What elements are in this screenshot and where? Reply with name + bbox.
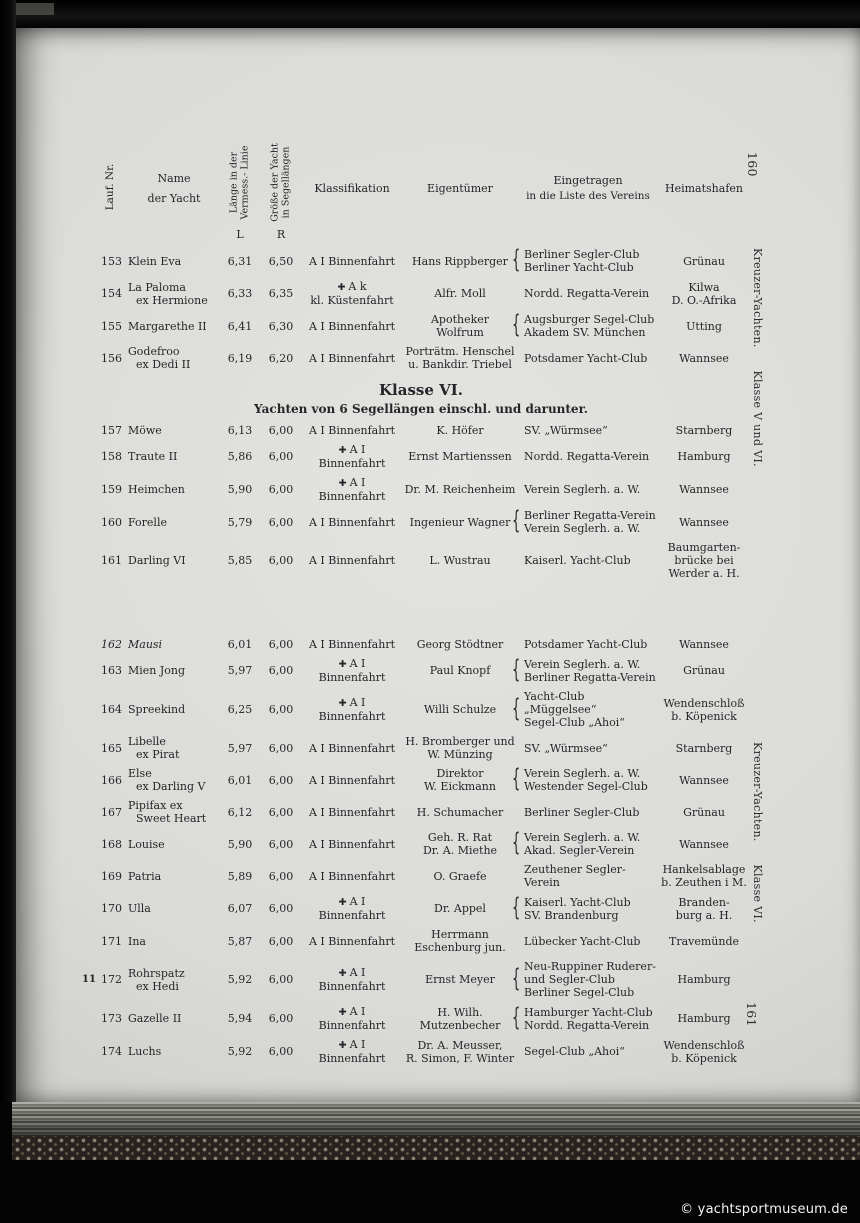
classification: A I Binnenfahrt xyxy=(308,805,396,819)
yacht-row-168 xyxy=(92,828,750,860)
decorative-edge-band xyxy=(12,1136,860,1160)
owner-name: Apotheker Wolfrum xyxy=(430,313,490,339)
length-value: 6,07 xyxy=(227,902,253,915)
registered-clubs: Verein Seglerh. a. W. Westender Segel-Club { xyxy=(512,765,648,795)
row-number: 170 xyxy=(101,902,122,915)
row-number: 168 xyxy=(101,837,122,851)
yacht-name: Patria xyxy=(128,869,162,883)
yacht-row-154 xyxy=(92,277,750,310)
yacht-name: Gazelle II xyxy=(128,1012,182,1025)
home-port: Grünau xyxy=(683,805,725,819)
row-number: 173 xyxy=(101,1012,122,1025)
sail-length-value: 6,00 xyxy=(268,554,294,567)
classification: ✚ A I Binnenfahrt xyxy=(318,966,386,993)
brace-mark: { xyxy=(512,829,521,859)
home-port: Hamburg xyxy=(677,450,731,463)
owner-name: Paul Knopf xyxy=(429,664,491,677)
header-lauf-nr xyxy=(92,148,128,228)
yacht-row-163 xyxy=(92,654,750,687)
yacht-name: Forelle xyxy=(128,515,167,529)
classification: A I Binnenfahrt xyxy=(308,869,396,883)
registered-clubs: Zeuthener Segler-Verein xyxy=(524,863,626,889)
length-value: 6,31 xyxy=(227,254,253,268)
yacht-row-160 xyxy=(92,506,750,538)
row-number: 158 xyxy=(101,450,122,463)
header-lauf-nr-label: Lauf. Nr. xyxy=(104,163,116,211)
owner-name: Ernst Meyer xyxy=(425,973,495,986)
owner-name: H. Wilh. Mutzenbecher xyxy=(419,1005,501,1032)
header-laenge-label: Länge in der Vermess.- Linie xyxy=(228,145,250,220)
header-eingetragen xyxy=(518,148,658,228)
printers-signature-mark: 11 xyxy=(82,974,96,985)
yacht-name: Else ex Darling V xyxy=(128,767,206,793)
classification: ✚ A I Binnenfahrt xyxy=(318,895,386,922)
home-port: Utting xyxy=(686,319,722,333)
yacht-row-167 xyxy=(92,796,750,828)
classification: ✚ A I Binnenfahrt xyxy=(318,443,386,470)
home-port: Kilwa D. O.-Afrika xyxy=(671,280,737,307)
sail-length-value: 6,30 xyxy=(268,319,294,333)
sail-length-value: 6,00 xyxy=(268,805,294,819)
owner-name: Porträtm. Henschel u. Bankdir. Triebel xyxy=(405,345,515,371)
yacht-name: Pipifax ex Sweet Heart xyxy=(128,799,207,825)
length-value: 5,89 xyxy=(227,869,253,883)
rows-klasse-vi-page161 xyxy=(92,635,750,1068)
table-body xyxy=(92,228,750,1068)
page-number-161: 161 xyxy=(744,1002,759,1027)
owner-name: H. Schumacher xyxy=(416,805,504,819)
classification: A I Binnenfahrt xyxy=(308,351,396,365)
brace-mark: { xyxy=(512,1004,521,1033)
classification: A I Binnenfahrt xyxy=(308,254,396,268)
row-number: 160 xyxy=(101,515,122,529)
header-eingetragen-line2: in die Liste des Vereins xyxy=(526,190,650,202)
length-value: 6,13 xyxy=(227,424,253,437)
header-heimatshafen-label: Heimatshafen xyxy=(665,181,743,195)
yacht-name: Ulla xyxy=(128,902,151,915)
length-value: 6,12 xyxy=(227,805,253,819)
home-port: Wendenschloß b. Köpenick xyxy=(663,696,745,723)
sail-length-value: 6,00 xyxy=(268,773,294,787)
registered-clubs: Potsdamer Yacht-Club xyxy=(524,351,648,365)
header-eingetragen-line1: Eingetragen xyxy=(553,174,623,187)
length-value: 5,79 xyxy=(227,515,253,529)
yacht-name: Libelle ex Pirat xyxy=(128,735,180,761)
yacht-name: La Paloma ex Hermione xyxy=(128,280,208,307)
owner-name: O. Graefe xyxy=(433,869,487,883)
length-value: 5,92 xyxy=(227,1045,253,1058)
yacht-row-169 xyxy=(92,860,750,892)
registered-clubs: Berliner Regatta-Verein Verein Seglerh. a. W. { xyxy=(512,507,656,537)
owner-name: Georg Stödtner xyxy=(416,638,504,651)
brace-mark: { xyxy=(512,656,521,685)
classification: A I Binnenfahrt xyxy=(308,741,396,755)
registered-clubs: Augsburger Segel-Club Akadem SV. München { xyxy=(512,311,655,341)
registered-clubs: SV. „Würmsee“ xyxy=(524,741,608,755)
registered-clubs: Kaiserl. Yacht-Club xyxy=(524,554,631,567)
classification: A I Binnenfahrt xyxy=(308,424,396,437)
rows-klasse-v xyxy=(92,245,750,374)
registered-clubs: SV. „Würmsee“ xyxy=(524,424,608,437)
length-value: 6,01 xyxy=(227,638,253,651)
registered-clubs: Yacht-Club „Müggelsee“ Segel-Club „Ahoi“ { xyxy=(512,690,625,729)
cross-icon: ✚ xyxy=(338,659,347,670)
home-port: Wendenschloß b. Köpenick xyxy=(663,1038,745,1065)
row-number: 166 xyxy=(101,773,122,787)
cross-icon: ✚ xyxy=(338,478,347,489)
page-number-160: 160 xyxy=(745,152,760,177)
length-value: 6,41 xyxy=(227,319,253,333)
home-port: Hamburg xyxy=(677,1012,731,1025)
owner-name: Ernst Martienssen xyxy=(408,450,512,463)
sail-length-value: 6,35 xyxy=(268,287,294,300)
sail-length-value: 6,00 xyxy=(268,1045,294,1058)
unit-R: R xyxy=(276,228,286,241)
registered-clubs: Potsdamer Yacht-Club xyxy=(524,638,648,651)
brace-mark: { xyxy=(512,894,521,923)
length-value: 5,94 xyxy=(227,1012,253,1025)
cross-icon: ✚ xyxy=(338,1040,347,1051)
header-klassifikation xyxy=(302,148,402,228)
yacht-name: Darling VI xyxy=(128,554,186,567)
length-value: 6,01 xyxy=(227,773,253,787)
length-value: 5,97 xyxy=(227,664,253,677)
klasse-vi-title: Klasse VI. xyxy=(379,381,463,399)
registered-clubs: Verein Seglerh. a. W. Berliner Regatta-Verein { xyxy=(512,656,656,685)
row-number: 157 xyxy=(101,424,122,437)
yacht-row-166 xyxy=(92,764,750,796)
header-name xyxy=(128,148,220,228)
sail-length-value: 6,00 xyxy=(268,483,294,496)
home-port: Starnberg xyxy=(675,424,733,437)
classification: A I Binnenfahrt xyxy=(308,638,396,651)
home-port: Wannsee xyxy=(679,351,729,365)
header-eigentuemer-label: Eigentümer xyxy=(427,181,493,195)
yacht-row-173 xyxy=(92,1002,750,1035)
yacht-name: Godefroo ex Dedi II xyxy=(128,345,191,371)
yacht-row-164 xyxy=(92,687,750,732)
brace-mark: { xyxy=(512,246,521,276)
yacht-row-162 xyxy=(92,635,750,654)
home-port: Wannsee xyxy=(679,483,729,496)
yacht-name: Traute II xyxy=(128,450,178,463)
yacht-row-153 xyxy=(92,245,750,277)
yacht-row-172 xyxy=(92,957,750,1002)
rows-klasse-vi-page160 xyxy=(92,421,750,583)
sail-length-value: 6,00 xyxy=(268,424,294,437)
classification: A I Binnenfahrt xyxy=(308,773,396,787)
owner-name: Willi Schulze xyxy=(423,703,497,716)
header-name-line2: der Yacht xyxy=(147,191,201,205)
registered-clubs: Nordd. Regatta-Verein xyxy=(524,450,650,463)
row-number: 155 xyxy=(101,319,122,333)
header-heimatshafen xyxy=(658,148,750,228)
sail-length-value: 6,00 xyxy=(268,664,294,677)
table-header xyxy=(92,143,750,228)
yacht-row-157 xyxy=(92,421,750,440)
yacht-name: Heimchen xyxy=(128,483,185,496)
header-klassifikation-label: Klassifikation xyxy=(314,181,390,195)
yacht-row-156 xyxy=(92,342,750,374)
registered-clubs: Verein Seglerh. a. W. Akad. Segler-Verein { xyxy=(512,829,641,859)
owner-name: Herrmann Eschenburg jun. xyxy=(414,928,506,954)
registered-clubs: Lübecker Yacht-Club xyxy=(524,934,641,948)
yacht-row-165 xyxy=(92,732,750,764)
yacht-name: Luchs xyxy=(128,1045,162,1058)
classification: A I Binnenfahrt xyxy=(308,319,396,333)
yacht-row-155 xyxy=(92,310,750,342)
sail-length-value: 6,50 xyxy=(268,254,294,268)
row-number: 163 xyxy=(101,664,122,677)
home-port: Branden- burg a. H. xyxy=(675,895,733,922)
classification: ✚ A I Binnenfahrt xyxy=(318,696,386,723)
home-port: Wannsee xyxy=(679,837,729,851)
classification: A I Binnenfahrt xyxy=(308,554,396,567)
yacht-name: Ina xyxy=(128,934,146,948)
home-port: Wannsee xyxy=(679,515,729,529)
sail-length-value: 6,00 xyxy=(268,515,294,529)
registered-clubs: Verein Seglerh. a. W. xyxy=(524,483,641,496)
page-edges-texture xyxy=(12,1102,860,1136)
row-number: 154 xyxy=(101,287,122,300)
home-port: Hankelsablage b. Zeuthen i M. xyxy=(661,863,747,889)
home-port: Baumgarten- brücke bei Werder a. H. xyxy=(667,541,741,580)
yacht-name: Möwe xyxy=(128,424,162,437)
owner-name: Direktor W. Eickmann xyxy=(424,767,496,793)
length-value: 5,87 xyxy=(227,934,253,948)
classification: ✚ A k kl. Küstenfahrt xyxy=(310,280,394,307)
header-groesse xyxy=(260,143,302,228)
sail-length-value: 6,20 xyxy=(268,351,294,365)
sail-length-value: 6,00 xyxy=(268,973,294,986)
classification: A I Binnenfahrt xyxy=(308,837,396,851)
brace-mark: { xyxy=(512,507,521,537)
yacht-name: Louise xyxy=(128,837,165,851)
yacht-name: Rohrspatz ex Hedi xyxy=(128,966,185,993)
yacht-name: Klein Eva xyxy=(128,254,182,268)
owner-name: Ingenieur Wagner xyxy=(409,515,511,529)
owner-name: Dr. M. Reichenheim xyxy=(404,483,516,496)
home-port: Grünau xyxy=(683,254,725,268)
row-number: 162 xyxy=(101,638,122,651)
cross-icon: ✚ xyxy=(338,897,347,908)
yacht-row-158 xyxy=(92,440,750,473)
classification: A I Binnenfahrt xyxy=(308,934,396,948)
yacht-name: Spreekind xyxy=(128,703,186,716)
classification: ✚ A I Binnenfahrt xyxy=(318,476,386,503)
cross-icon: ✚ xyxy=(338,698,347,709)
registered-clubs: Nordd. Regatta-Verein xyxy=(524,287,650,300)
home-port: Starnberg xyxy=(675,741,733,755)
sail-length-value: 6,00 xyxy=(268,1012,294,1025)
sail-length-value: 6,00 xyxy=(268,902,294,915)
brace-mark: { xyxy=(512,965,521,994)
owner-name: K. Höfer xyxy=(436,424,484,437)
length-value: 6,25 xyxy=(227,703,253,716)
row-number: 156 xyxy=(101,351,122,365)
sail-length-value: 6,00 xyxy=(268,934,294,948)
page-break-gap xyxy=(92,583,750,635)
cross-icon: ✚ xyxy=(338,968,347,979)
cross-icon: ✚ xyxy=(338,1007,347,1018)
scan-bottom-edge xyxy=(0,1102,860,1223)
header-groesse-label: Größe der Yacht in Segellängen xyxy=(269,143,291,222)
owner-name: Hans Rippberger xyxy=(412,254,508,268)
classification: A I Binnenfahrt xyxy=(308,515,396,529)
yacht-row-174 xyxy=(92,1035,750,1068)
length-value: 6,33 xyxy=(227,287,253,300)
sail-length-value: 6,00 xyxy=(268,450,294,463)
owner-name: L. Wustrau xyxy=(429,554,491,567)
owner-name: Dr. Appel xyxy=(434,902,486,915)
length-value: 5,97 xyxy=(227,741,253,755)
sail-length-value: 6,00 xyxy=(268,703,294,716)
row-number: 165 xyxy=(101,741,122,755)
header-eigentuemer xyxy=(402,148,518,228)
home-port: Travemünde xyxy=(668,934,740,948)
row-number: 164 xyxy=(101,703,122,716)
registered-clubs: Kaiserl. Yacht-Club SV. Brandenburg { xyxy=(512,894,631,923)
header-name-line1: Name xyxy=(157,171,191,185)
yacht-row-159 xyxy=(92,473,750,506)
row-number: 153 xyxy=(101,254,122,268)
yacht-name: Margarethe II xyxy=(128,319,207,333)
yacht-row-161 xyxy=(92,538,750,583)
klasse-vi-subtitle: Yachten von 6 Segellängen einschl. und darunter. xyxy=(254,402,588,416)
registered-clubs: Hamburger Yacht-Club Nordd. Regatta-Verein { xyxy=(512,1004,653,1033)
cross-icon: ✚ xyxy=(338,445,347,456)
yacht-name: Mausi xyxy=(128,638,163,651)
length-value: 5,85 xyxy=(227,554,253,567)
classification: ✚ A I Binnenfahrt xyxy=(318,657,386,684)
length-value: 5,90 xyxy=(227,483,253,496)
header-laenge xyxy=(220,145,260,228)
yacht-name: Mien Jong xyxy=(128,664,186,677)
row-number: 174 xyxy=(101,1045,122,1058)
owner-name: Dr. A. Meusser, R. Simon, F. Winter xyxy=(405,1038,515,1065)
cross-icon: ✚ xyxy=(337,282,346,293)
brace-mark: { xyxy=(512,765,521,795)
owner-name: Alfr. Moll xyxy=(434,287,486,300)
owner-name: H. Bromberger und W. Münzing xyxy=(405,735,515,761)
owner-name: Geh. R. Rat Dr. A. Miethe xyxy=(422,831,498,857)
registered-clubs: Berliner Segler-Club Berliner Yacht-Club { xyxy=(512,246,640,276)
home-port: Wannsee xyxy=(679,638,729,651)
row-number: 167 xyxy=(101,805,122,819)
unit-row xyxy=(92,228,750,245)
classification: ✚ A I Binnenfahrt xyxy=(318,1038,386,1065)
classification: ✚ A I Binnenfahrt xyxy=(318,1005,386,1032)
margin-label-klasse-vi: Kreuzer-Yachten. Klasse VI. xyxy=(751,742,764,923)
sail-length-value: 6,00 xyxy=(268,741,294,755)
row-number: 172 xyxy=(101,973,122,986)
margin-label-klasse-v-vi: Kreuzer-Yachten. Klasse V und VI. xyxy=(751,248,764,467)
row-number: 171 xyxy=(101,934,122,948)
sail-length-value: 6,00 xyxy=(268,638,294,651)
klasse-vi-heading xyxy=(92,374,750,421)
home-port: Wannsee xyxy=(679,773,729,787)
yacht-row-170 xyxy=(92,892,750,925)
brace-mark: { xyxy=(512,311,521,341)
row-number: 159 xyxy=(101,483,122,496)
home-port: Hamburg xyxy=(677,973,731,986)
row-number: 161 xyxy=(101,554,122,567)
row-number: 169 xyxy=(101,869,122,883)
unit-L: L xyxy=(236,228,244,241)
length-value: 6,19 xyxy=(227,351,253,365)
home-port: Grünau xyxy=(683,664,725,677)
watermark: © yachtsportmuseum.de xyxy=(680,1202,848,1217)
sail-length-value: 6,00 xyxy=(268,869,294,883)
registered-clubs: Berliner Segler-Club xyxy=(524,805,640,819)
length-value: 5,90 xyxy=(227,837,253,851)
length-value: 5,92 xyxy=(227,973,253,986)
sail-length-value: 6,00 xyxy=(268,837,294,851)
yacht-row-171 xyxy=(92,925,750,957)
brace-mark: { xyxy=(512,695,521,724)
registered-clubs: Segel-Club „Ahoi“ xyxy=(524,1045,625,1058)
length-value: 5,86 xyxy=(227,450,253,463)
registered-clubs: Neu-Ruppiner Ruderer- und Segler-Club Berliner Segel-Club { xyxy=(512,960,656,999)
